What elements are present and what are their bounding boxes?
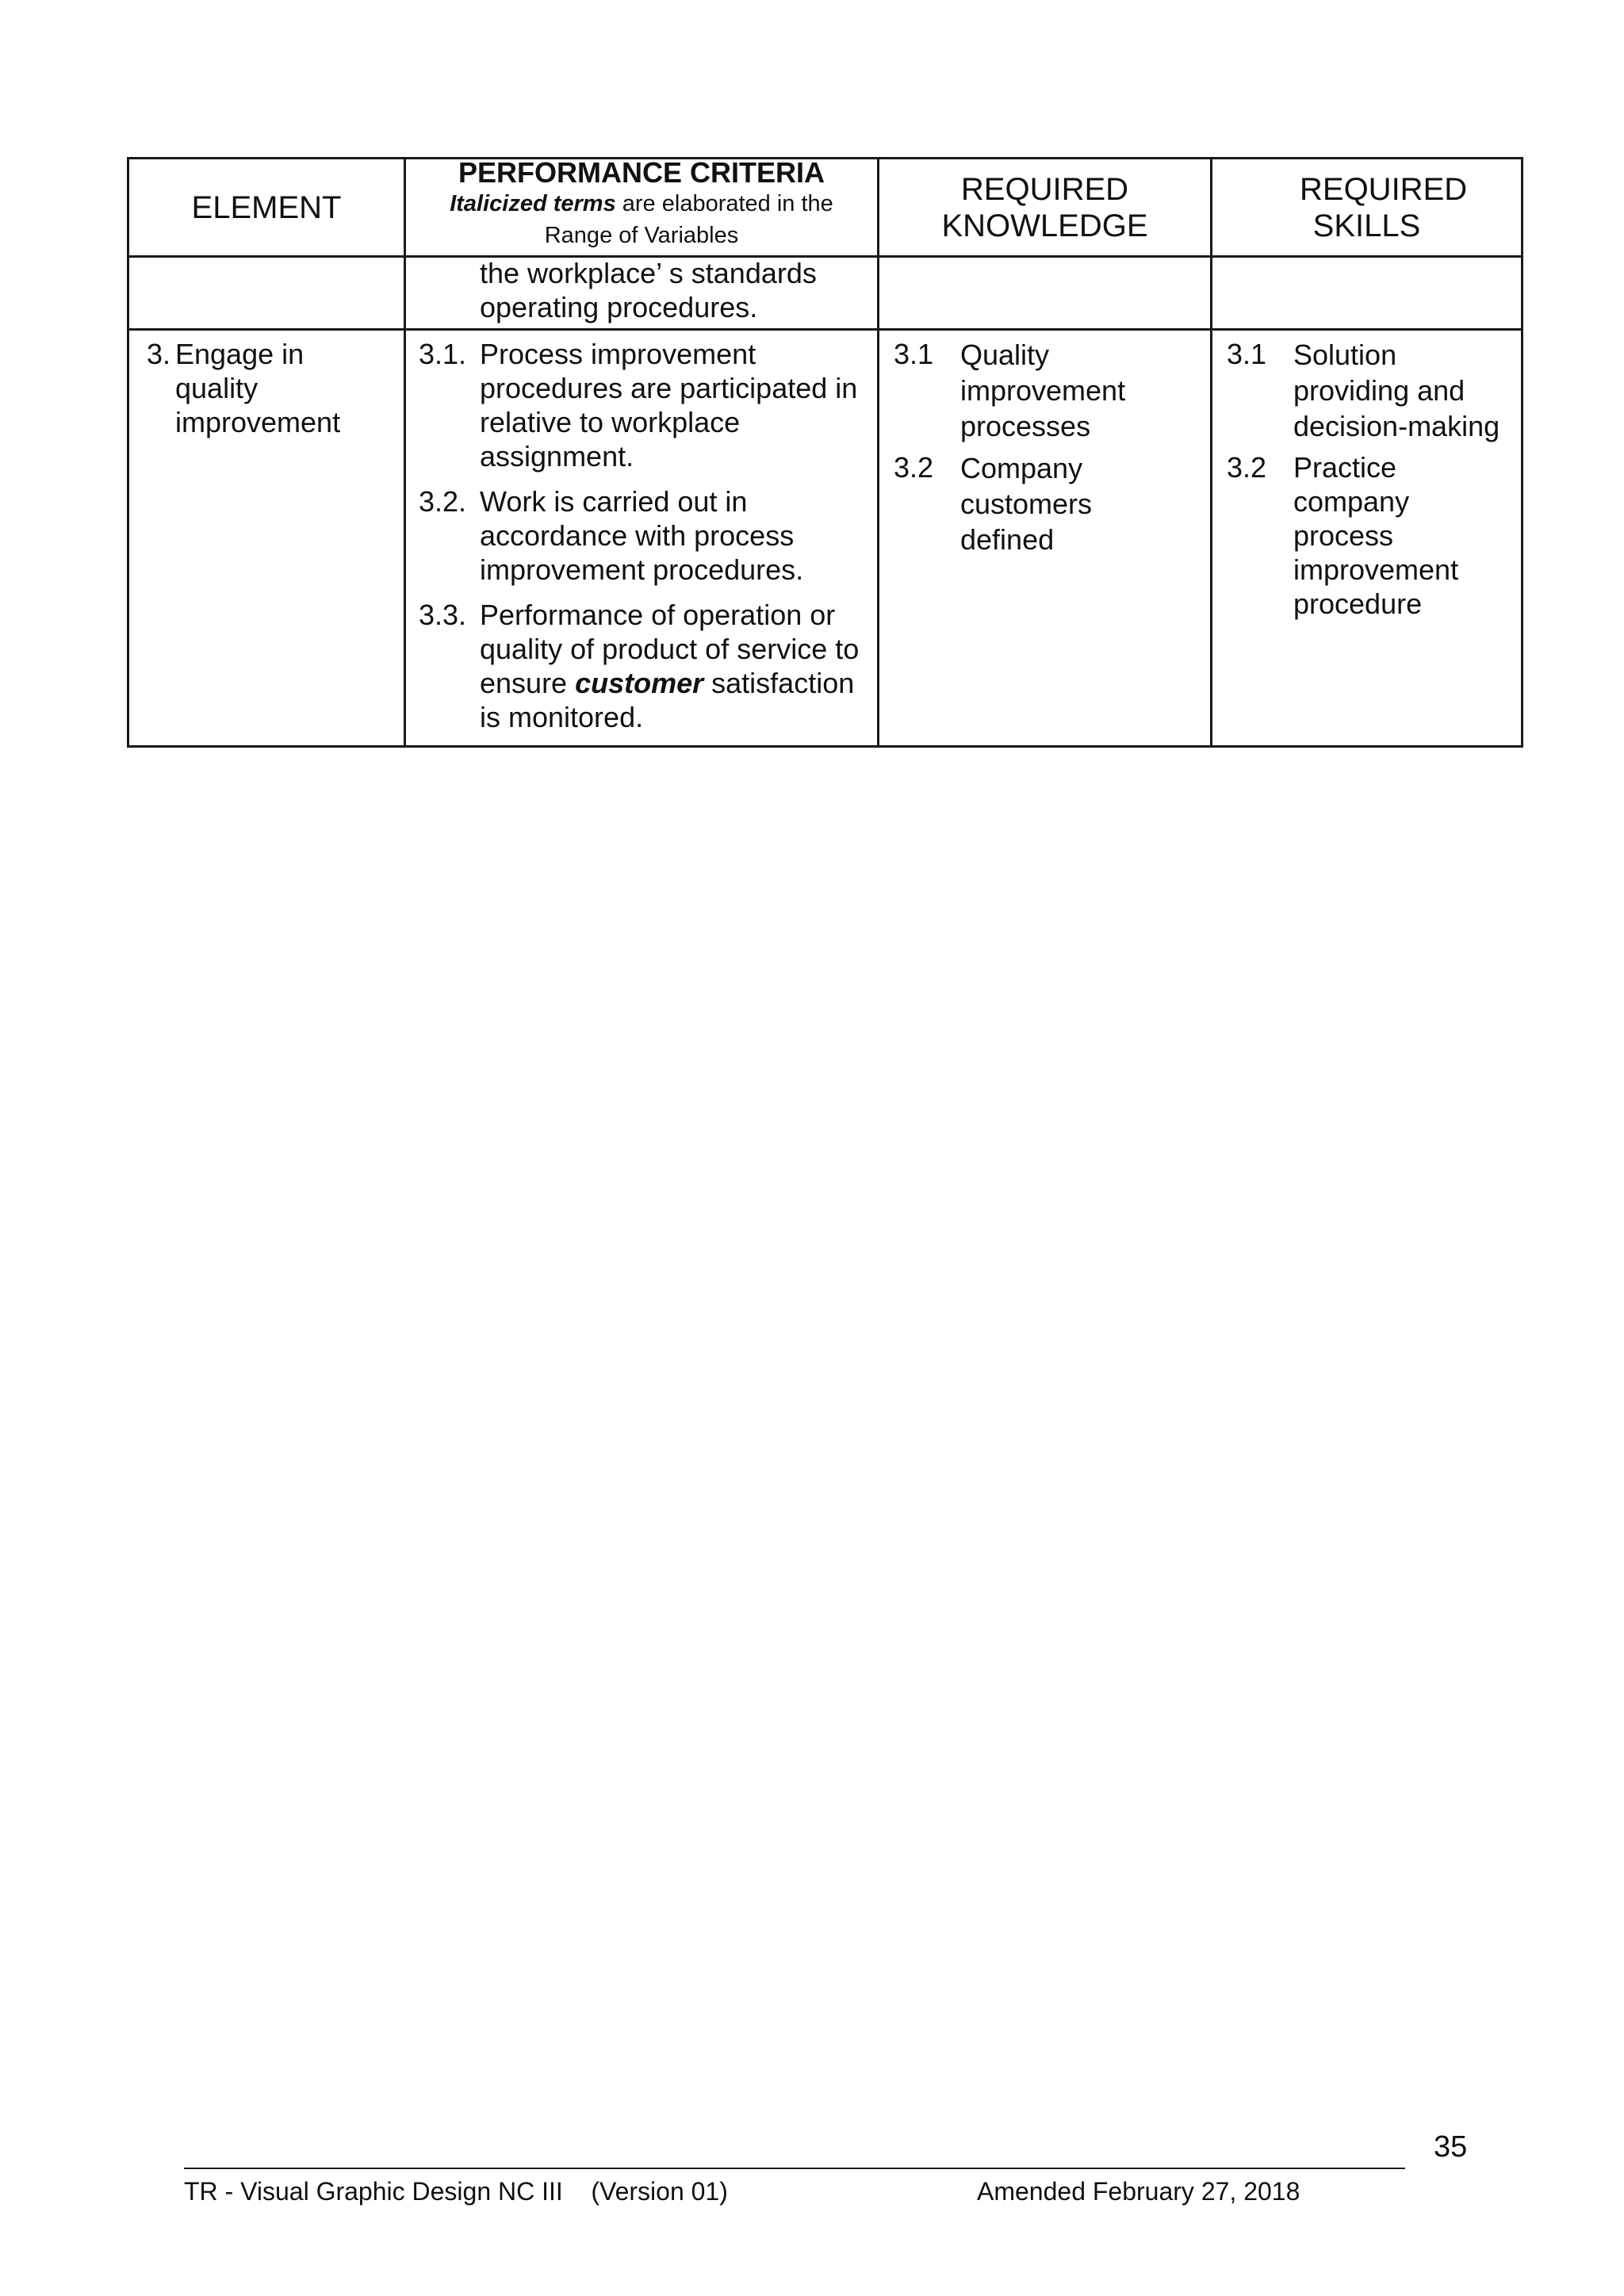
knowledge-item bbox=[894, 450, 1204, 557]
element-text: Engage in quality improvement bbox=[175, 338, 341, 438]
skill-number: 3.2 bbox=[1227, 451, 1267, 484]
criteria-number: 3.3. bbox=[419, 599, 467, 631]
continuation-criteria-text: the workplace’ s standards operating procedures. bbox=[480, 257, 817, 323]
footer-document-title: TR - Visual Graphic Design NC III (Version 01) bbox=[184, 2177, 728, 2206]
cell-skills bbox=[1212, 330, 1522, 747]
cell-empty-knowledge bbox=[879, 257, 1212, 330]
header-criteria-rest: are elaborated in the Range of Variables bbox=[544, 191, 833, 248]
competency-table bbox=[127, 157, 1523, 748]
cell-continuation-criteria bbox=[405, 257, 879, 330]
criteria-text-after: satisfaction is monitored. bbox=[480, 667, 855, 733]
criteria-item bbox=[419, 337, 871, 473]
header-criteria-title: PERFORMANCE CRITERIA bbox=[458, 156, 825, 189]
criteria-text bbox=[480, 598, 871, 734]
header-criteria-emph: Italicized terms bbox=[450, 191, 616, 216]
knowledge-number: 3.1 bbox=[894, 338, 934, 370]
criteria-text: Work is carried out in accordance with process improvement procedures. bbox=[480, 485, 804, 586]
criteria-term-customer: customer bbox=[575, 667, 704, 699]
cell-knowledge bbox=[879, 330, 1212, 747]
cell-empty-element bbox=[128, 257, 405, 330]
header-criteria-subtitle bbox=[406, 188, 877, 251]
table-header-row bbox=[128, 159, 1522, 257]
knowledge-item bbox=[894, 337, 1204, 444]
table-row-element-3 bbox=[128, 330, 1522, 747]
element-item bbox=[147, 337, 404, 439]
criteria-item bbox=[419, 598, 871, 734]
skill-item bbox=[1227, 337, 1518, 444]
skill-number: 3.1 bbox=[1227, 338, 1267, 370]
header-required-knowledge: REQUIRED KNOWLEDGE bbox=[879, 159, 1212, 257]
header-element: ELEMENT bbox=[128, 159, 405, 257]
header-required-skills: REQUIRED SKILLS bbox=[1212, 159, 1522, 257]
knowledge-text: Quality improvement processes bbox=[960, 339, 1126, 442]
page-number: 35 bbox=[1434, 2130, 1468, 2164]
criteria-number: 3.1. bbox=[419, 338, 467, 370]
criteria-number: 3.2. bbox=[419, 485, 467, 518]
cell-empty-skills bbox=[1212, 257, 1522, 330]
cell-criteria bbox=[405, 330, 879, 747]
criteria-text: Process improvement procedures are participated in relative to workplace assignment. bbox=[480, 338, 858, 473]
skill-text: Solution providing and decision-making bbox=[1293, 339, 1500, 442]
knowledge-number: 3.2 bbox=[894, 451, 934, 484]
element-number: 3. bbox=[147, 338, 171, 370]
skill-text: Practice company process improvement procedure bbox=[1293, 451, 1459, 620]
criteria-item bbox=[419, 484, 871, 587]
footer-rule bbox=[184, 2168, 1405, 2169]
criteria-text-before: Performance of operation or quality of product of service to ensure bbox=[480, 599, 860, 699]
table-row-continuation bbox=[128, 257, 1522, 330]
footer-amended-date: Amended February 27, 2018 bbox=[977, 2177, 1300, 2206]
skill-item bbox=[1227, 450, 1518, 621]
cell-element bbox=[128, 330, 405, 747]
knowledge-text: Company customers defined bbox=[960, 452, 1093, 556]
header-performance-criteria bbox=[405, 156, 879, 257]
